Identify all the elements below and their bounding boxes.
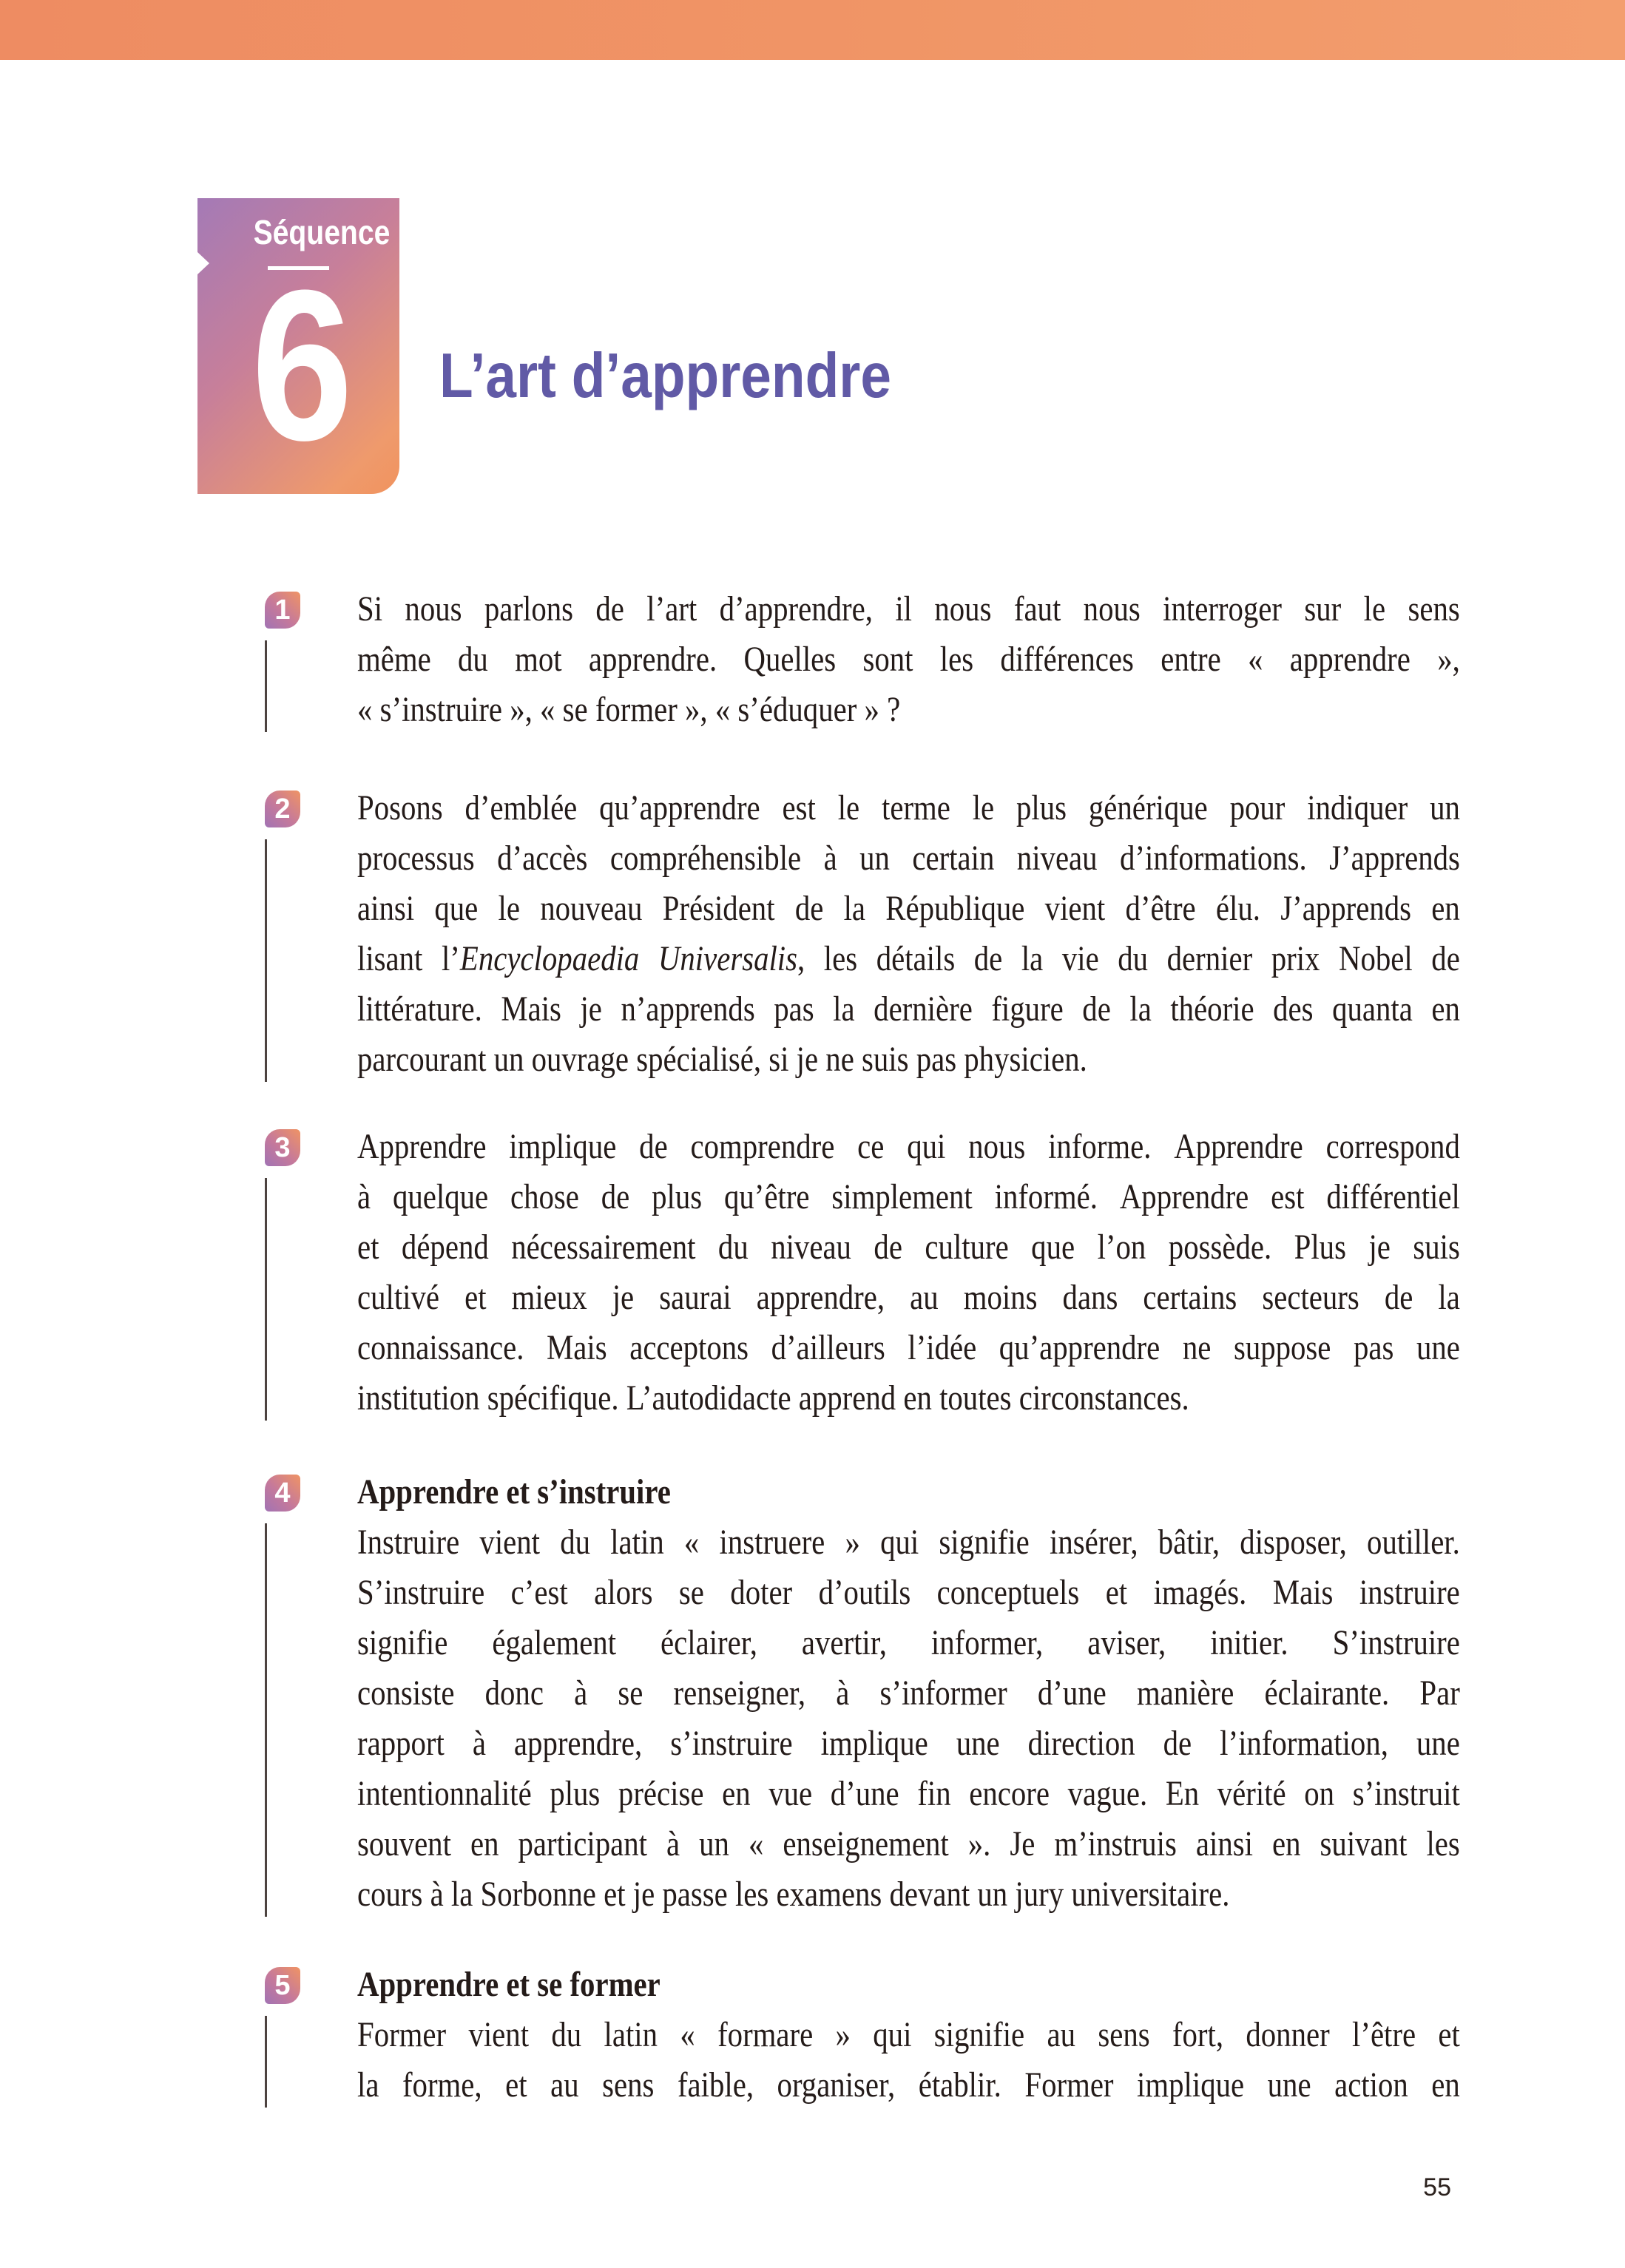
paragraph-line: rapport à apprendre, s’instruire implique une direction de l’information, une <box>357 1724 1460 1763</box>
paragraph-rule-line <box>265 839 267 1082</box>
paragraph-3 <box>357 1122 1460 1424</box>
paragraph-line: littérature. Mais je n’apprends pas la dernière figure de la théorie des quanta en <box>357 989 1460 1029</box>
paragraph-heading: Apprendre et se former <box>357 1965 661 2004</box>
paragraph-line: consiste donc à se renseigner, à s’informer d’une manière éclairante. Par <box>357 1673 1460 1713</box>
page-title: L’art d’apprendre <box>439 341 892 411</box>
page-number: 55 <box>1423 2173 1451 2201</box>
paragraph-rule-line <box>265 2016 267 2108</box>
paragraph-line: « s’instruire », « se former », « s’éduquer » ? <box>357 690 901 729</box>
sequence-badge-label: Séquence <box>253 213 390 251</box>
paragraph-line: signifie également éclairer, avertir, informer, aviser, initier. S’instruire <box>357 1623 1460 1662</box>
paragraph-line: même du mot apprendre. Quelles sont les différences entre « apprendre », <box>357 640 1460 679</box>
paragraph-line: connaissance. Mais acceptons d’ailleurs l’idée qu’apprendre ne suppose pas une <box>357 1328 1460 1367</box>
paragraph-heading: Apprendre et s’instruire <box>357 1472 671 1512</box>
sequence-badge <box>197 198 399 494</box>
paragraph-rule-line <box>265 1523 267 1917</box>
paragraph-line: Instruire vient du latin « instruere » qui signifie insérer, bâtir, disposer, outiller. <box>357 1523 1460 1562</box>
paragraph-line: souvent en participant à un « enseignement ». Je m’instruis ainsi en suivant les <box>357 1824 1460 1864</box>
paragraph-number-badge-2: 2 <box>265 791 300 827</box>
paragraph-line: Si nous parlons de l’art d’apprendre, il nous faut nous interroger sur le sens <box>357 589 1460 629</box>
paragraph-line: cours à la Sorbonne et je passe les examens devant un jury universitaire. <box>357 1875 1230 1914</box>
paragraph-line: à quelque chose de plus qu’être simplement informé. Apprendre est différentiel <box>357 1177 1460 1216</box>
sequence-badge-number: 6 <box>251 246 354 485</box>
paragraph-line: intentionnalité plus précise en vue d’une fin encore vague. En vérité on s’instruit <box>357 1774 1460 1813</box>
paragraph-number-badge-4: 4 <box>265 1475 300 1512</box>
paragraph-line: cultivé et mieux je saurai apprendre, au moins dans certains secteurs de la <box>357 1278 1460 1317</box>
paragraph-number-badge-3: 3 <box>265 1129 300 1166</box>
paragraph-2 <box>357 783 1460 1085</box>
paragraph-line: Former vient du latin « formare » qui signifie au sens fort, donner l’être et <box>357 2015 1460 2054</box>
paragraph-line: institution spécifique. L’autodidacte apprend en toutes circonstances. <box>357 1378 1189 1418</box>
paragraph-line: lisant l’Encyclopaedia Universalis, les détails de la vie du dernier prix Nobel de <box>357 939 1460 978</box>
paragraph-4 <box>357 1467 1460 1920</box>
paragraph-number-badge-1: 1 <box>265 592 300 629</box>
paragraph-line: la forme, et au sens faible, organiser, établir. Former implique une action en <box>357 2065 1460 2105</box>
page-top-color-bar <box>0 0 1625 60</box>
paragraph-rule-line <box>265 1178 267 1421</box>
paragraph-1 <box>357 584 1460 735</box>
paragraph-rule-line <box>265 640 267 732</box>
paragraph-number-badge-5: 5 <box>265 1967 300 2004</box>
paragraph-line: et dépend nécessairement du niveau de culture que l’on possède. Plus je suis <box>357 1228 1460 1267</box>
paragraph-line: S’instruire c’est alors se doter d’outils conceptuels et imagés. Mais instruire <box>357 1573 1460 1612</box>
paragraph-5 <box>357 1960 1460 2110</box>
paragraph-line: Apprendre implique de comprendre ce qui nous informe. Apprendre correspond <box>357 1127 1460 1166</box>
chevron-notch-icon <box>197 251 209 275</box>
paragraph-line: parcourant un ouvrage spécialisé, si je ne suis pas physicien. <box>357 1040 1087 1079</box>
paragraph-line: processus d’accès compréhensible à un certain niveau d’informations. J’apprends <box>357 839 1460 878</box>
paragraph-line: Posons d’emblée qu’apprendre est le terme le plus générique pour indiquer un <box>357 788 1460 827</box>
paragraph-line: ainsi que le nouveau Président de la République vient d’être élu. J’apprends en <box>357 889 1460 928</box>
